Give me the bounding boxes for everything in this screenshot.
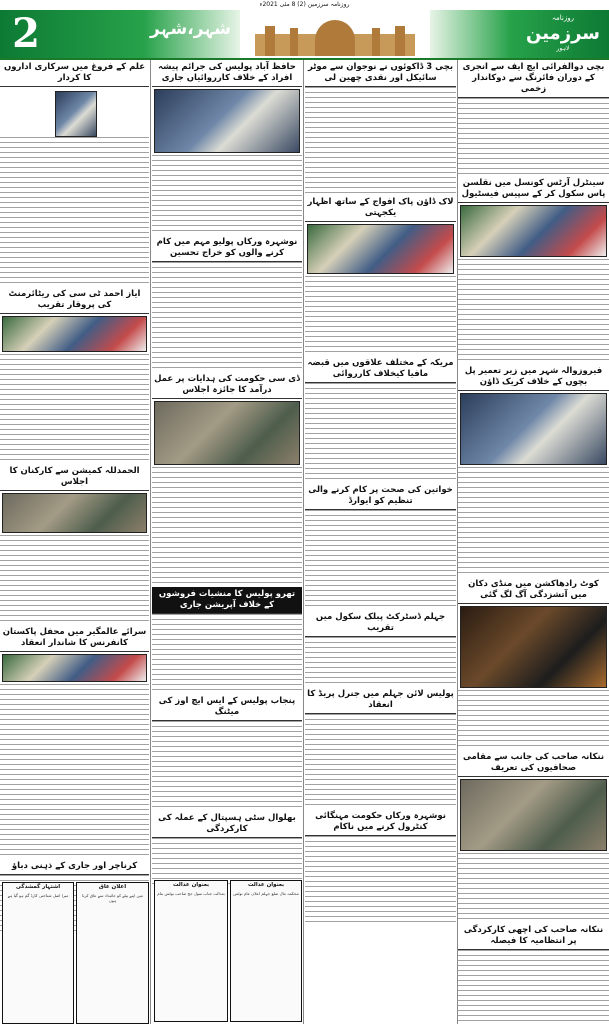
news-photo: [154, 89, 300, 153]
headline: ایاز احمد ٹی سی کی ریٹائرمنٹ کی پروقار تقریب: [0, 287, 149, 314]
building-illustration: [255, 16, 415, 56]
portrait-photo: [55, 91, 97, 137]
news-photo: [460, 779, 607, 851]
news-photo: [2, 493, 147, 533]
headline: پنجاب پولیس کے ایس ایچ اوز کی میٹنگ: [152, 694, 302, 721]
headline: الحمدللہ کمیشن سے کارکنان کا اجلاس: [0, 464, 149, 491]
news-photo: [460, 606, 607, 688]
ad-box: [76, 882, 149, 1024]
headline: پولیس لائن جہلم میں جنرل پریڈ کا انعقاد: [305, 687, 456, 714]
article-text: [152, 614, 302, 694]
headline: فیروزوالہ شہر میں زیر تعمیر پل بچوں کے خلاف کریک ڈاؤن: [458, 364, 609, 391]
news-photo: [460, 393, 607, 465]
article-text: [458, 853, 609, 923]
headline: نوشہرہ ورکاں پولیو مہم میں کام کرنے والوں کو خراج تحسین: [152, 235, 302, 262]
ad-title: بعنوان عدالت: [247, 882, 285, 888]
headline: تھرو پولیس کا منشیات فروشوں کے خلاف آپریشن جاری: [152, 587, 302, 614]
newspaper-brand: [520, 14, 606, 54]
ad-title: بعنوان عدالت: [172, 882, 210, 888]
headline: مریکہ کے مختلف علاقوں میں قبضہ مافیا کیخلاف کارروائی: [305, 356, 456, 383]
column-3: [152, 60, 302, 1024]
article-text: [0, 684, 149, 859]
column-rule: [303, 60, 304, 1024]
article-text: [305, 383, 456, 483]
headline: بچی 3 ڈاکوئوں نے نوجوان سے موٹر سائیکل اور نقدی چھین لی: [305, 60, 456, 87]
headline: ڈی سی حکومت کی ہدایات پر عمل درآمد کا جائزہ اجلاس: [152, 372, 302, 399]
dateline: روزنامہ سرزمین (2) 8 مئی 2021ء: [259, 1, 350, 8]
article: [0, 87, 149, 287]
brand-city: لاہور: [556, 45, 570, 52]
article-text: [458, 259, 609, 364]
headline: سینٹرل آرٹس کونسل میں نقلسن پاس سکول کر کے سپیس فیسٹیول: [458, 176, 609, 203]
ad-box: [230, 880, 302, 1022]
ad-body: محکمہ مال ضلع جہلم اعلان عام نوٹس: [233, 891, 299, 896]
section-title: شہر،شہر: [150, 19, 231, 39]
news-photo: [2, 316, 147, 352]
article-text: [305, 87, 456, 195]
headline: نوشہرہ ورکاں حکومت مہنگائی کنٹرول کرنے میں ناکام: [305, 809, 456, 836]
article-text: [152, 721, 302, 811]
article-text: [305, 276, 456, 356]
article-text: [458, 950, 609, 1024]
article-text: [458, 467, 609, 577]
article-text: [458, 690, 609, 750]
article-text: [305, 714, 456, 809]
page-number: 2: [12, 10, 40, 57]
ad-title: اشتہار گمشدگی: [15, 884, 61, 890]
headline: کوٹ رادھاکشن میں منڈی دکان میں آتشزدگی آگ لگ گئی: [458, 577, 609, 604]
ad-box: [2, 882, 74, 1024]
column-2: [305, 60, 456, 1024]
headline: بھلوال سٹی ہسپتال کے عملہ کی کارکردگی: [152, 811, 302, 838]
article-text: [305, 637, 456, 687]
headline: خواتین کی صحت پر کام کرنے والی تنظیم کو ایوارڈ: [305, 483, 456, 510]
headline: حافظ آباد پولیس کی جرائم پیشہ افراد کے خلاف کارروائیاں جاری: [152, 60, 302, 87]
article-text: [152, 262, 302, 372]
article-text: [152, 467, 302, 587]
masthead: [0, 10, 609, 60]
column-rule: [150, 60, 151, 1024]
headline: ننکانہ صاحب کی اچھی کارکردگی پر انتظامیہ کا فیصلہ: [458, 923, 609, 950]
news-photo: [154, 401, 300, 465]
headline: بچی دوالفرائی ایچ ایف سے انجری کے دوران فائرنگ سے دوکاندار زخمی: [458, 60, 609, 98]
headline: علم کے فروغ میں سرکاری اداروں کا کردار: [0, 60, 149, 87]
article-text: [305, 836, 456, 926]
article-text: [0, 354, 149, 464]
ad-box: [154, 880, 228, 1022]
headline: سرائے عالمگیر میں محفل پاکستان کانفرنس کا شاندار انعقاد: [0, 625, 149, 652]
brand-name: سرزمین: [526, 23, 600, 44]
ad-body: بعدالت جناب سول جج صاحب نوٹس بنام: [157, 891, 225, 896]
headline: ننکانہ صاحب کی جانب سے مقامی صحافیوں کی تعریف: [458, 750, 609, 777]
article-text: [0, 137, 149, 285]
column-4: [0, 60, 149, 1024]
headline: لاک ڈاؤن پاک افواج کے ساتھ اظہار یکجہتی: [305, 195, 456, 222]
article-text: [0, 535, 149, 625]
ad-title: اعلان عاق: [98, 884, 127, 890]
column-1: [458, 60, 609, 1024]
ad-body: میں اپنے بیٹے کو جائیداد سے عاق کرتا ہوں: [82, 893, 143, 903]
article-text: [152, 155, 302, 235]
article-text: [458, 98, 609, 176]
article-text: [305, 510, 456, 610]
headline: جہلم ڈسٹرکٹ پبلک سکول میں تقریب: [305, 610, 456, 637]
headline: کرناچر اور جاری کے ذہنی دباؤ: [0, 859, 149, 875]
brand-top: روزنامہ: [551, 14, 575, 22]
news-photo: [307, 224, 454, 274]
ad-body: میرا اصل شناختی کارڈ گم ہو گیا ہے: [7, 893, 69, 898]
news-photo: [2, 654, 147, 682]
news-photo: [460, 205, 607, 257]
